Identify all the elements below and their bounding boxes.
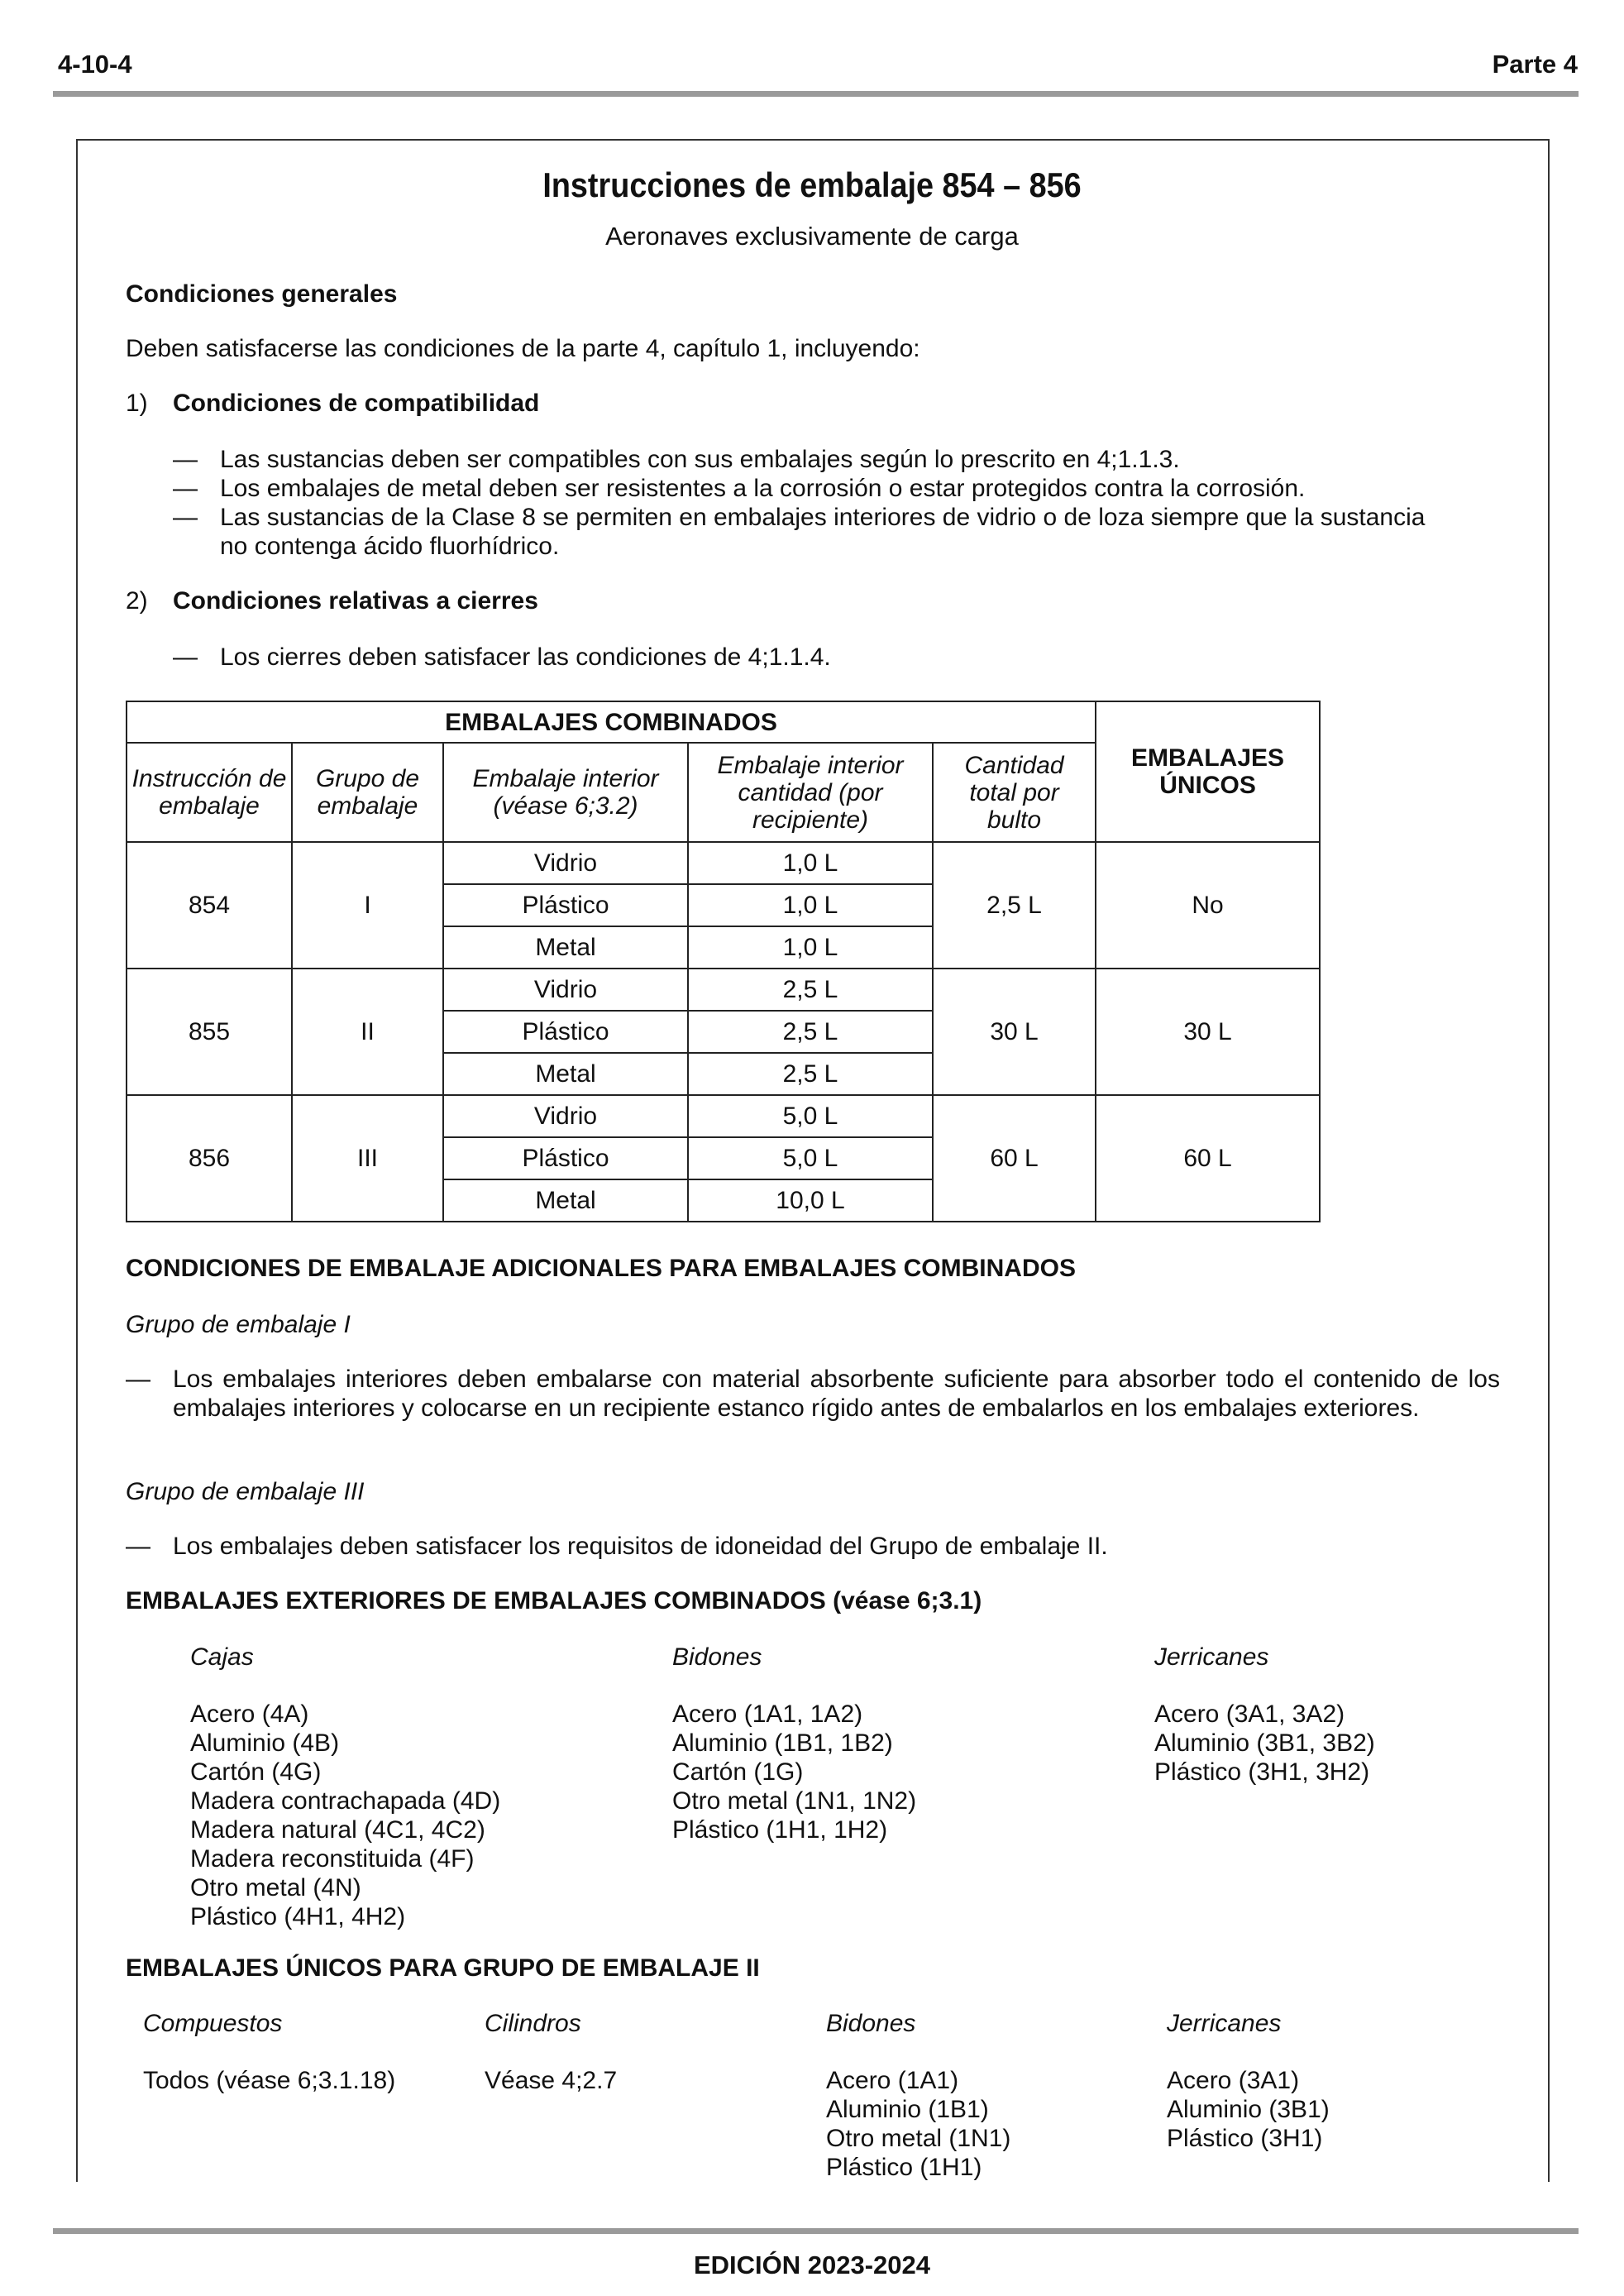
outer-col-boxes: [190, 1643, 500, 1931]
list-item: Otro metal (4N): [190, 1874, 361, 1901]
inner-qty-header: Embalaje interior cantidad (por recipiente): [688, 743, 933, 842]
list-item: Plástico (1H1, 1H2): [672, 1816, 888, 1844]
outer-col-drums: [672, 1643, 916, 1844]
group-header: Grupo de embalaje: [292, 743, 443, 842]
list-item: Plástico (3H1): [1167, 2125, 1323, 2152]
inner-qty-cell: 2,5 L: [688, 1053, 933, 1095]
general-heading: Condiciones generales: [126, 280, 398, 308]
general-intro: Deben satisfacerse las condiciones de la parte 4, capítulo 1, incluyendo:: [126, 335, 920, 362]
inner-qty-cell: 5,0 L: [688, 1137, 933, 1179]
list-item: Otro metal (1N1): [826, 2125, 1011, 2152]
inner-qty-cell: 1,0 L: [688, 926, 933, 969]
list-item: Véase 4;2.7: [485, 2067, 618, 2094]
group-cell: II: [292, 969, 443, 1095]
instr-cell: 855: [127, 969, 292, 1095]
inner-material-cell: Vidrio: [443, 842, 688, 884]
footer-rule: [53, 2228, 1579, 2234]
inner-material-cell: Plástico: [443, 1011, 688, 1053]
outer-col-title: Jerricanes: [1154, 1643, 1269, 1671]
list-item: Aluminio (3B1, 3B2): [1154, 1729, 1375, 1757]
section-2-number: 2): [126, 587, 148, 615]
list-item: Otro metal (1N1, 1N2): [672, 1787, 917, 1815]
dash-4: —: [173, 643, 198, 671]
inner-material-cell: Metal: [443, 926, 688, 969]
single-col-jerricans: [1167, 2009, 1330, 2153]
additional-heading: CONDICIONES DE EMBALAJE ADICIONALES PARA EMBALAJES COMBINADOS: [126, 1255, 1076, 1282]
inner-qty-cell: 5,0 L: [688, 1095, 933, 1137]
single-col-title: Jerricanes: [1167, 2010, 1282, 2037]
total-cell: 2,5 L: [933, 842, 1096, 969]
list-item: Aluminio (1B1): [826, 2096, 989, 2123]
inner-material-cell: Metal: [443, 1179, 688, 1222]
list-item: Acero (3A1, 3A2): [1154, 1700, 1345, 1728]
group-cell: I: [292, 842, 443, 969]
header-rule: [53, 91, 1579, 97]
list-item: Acero (4A): [190, 1700, 309, 1728]
page-subtitle: Aeronaves exclusivamente de carga: [605, 222, 1019, 251]
single-heading: EMBALAJES ÚNICOS PARA GRUPO DE EMBALAJE II: [126, 1954, 760, 1982]
list-item: Plástico (3H1, 3H2): [1154, 1758, 1370, 1786]
inner-qty-cell: 2,5 L: [688, 969, 933, 1011]
group-cell: III: [292, 1095, 443, 1222]
single-col-title: Cilindros: [485, 2010, 581, 2037]
single-col-title: Bidones: [826, 2010, 916, 2037]
list-item: Todos (véase 6;3.1.18): [143, 2067, 396, 2094]
outer-heading: EMBALAJES EXTERIORES DE EMBALAJES COMBINADOS (véase 6;3.1): [126, 1587, 982, 1614]
compat-item-2: Los embalajes de metal deben ser resistentes a la corrosión o estar protegidos contra la corrosión.: [220, 475, 1306, 502]
total-cell: 30 L: [933, 969, 1096, 1095]
compat-item-3: Las sustancias de la Clase 8 se permiten en embalajes interiores de vidrio o de loza siempre que la sustancia: [220, 504, 1426, 531]
dash-2: —: [173, 475, 198, 502]
inner-qty-cell: 1,0 L: [688, 842, 933, 884]
combined-header: EMBALAJES COMBINADOS: [127, 701, 1096, 743]
packing-table: [126, 701, 1321, 1222]
list-item: Acero (3A1): [1167, 2067, 1300, 2094]
inner-qty-cell: 2,5 L: [688, 1011, 933, 1053]
inner-material-cell: Vidrio: [443, 969, 688, 1011]
group-3-text: Los embalajes deben satisfacer los requisitos de idoneidad del Grupo de embalaje II.: [173, 1533, 1108, 1560]
part-label: Parte 4: [1492, 50, 1578, 79]
list-item: Acero (1A1): [826, 2067, 959, 2094]
dash-6: —: [126, 1533, 150, 1560]
group-1-label: Grupo de embalaje I: [126, 1311, 351, 1338]
instr-header: Instrucción de embalaje: [127, 743, 292, 842]
inner-material-cell: Plástico: [443, 884, 688, 926]
dash-1: —: [173, 446, 198, 473]
section-2-heading: Condiciones relativas a cierres: [173, 587, 538, 615]
page-number: 4-10-4: [58, 50, 132, 79]
single-col-cylinders: [485, 2009, 617, 2095]
instr-cell: 854: [127, 842, 292, 969]
section-1-number: 1): [126, 390, 148, 417]
instr-cell: 856: [127, 1095, 292, 1222]
group-1-text: Los embalajes interiores deben embalarse con material absorbente suficiente para absorber todo el contenido de los embalajes interiores y colocarse en un recipiente estanco rígido antes de embalarlos en los embalajes exteriores.: [173, 1366, 1500, 1422]
total-cell: 60 L: [933, 1095, 1096, 1222]
outer-col-jerricans: [1154, 1643, 1375, 1787]
outer-col-title: Cajas: [190, 1643, 254, 1671]
inner-material-cell: Vidrio: [443, 1095, 688, 1137]
group-3-label: Grupo de embalaje III: [126, 1478, 365, 1505]
total-header: Cantidad total por bulto: [933, 743, 1096, 842]
list-item: Madera contrachapada (4D): [190, 1787, 501, 1815]
single-col-drums: [826, 2009, 1010, 2182]
dash-5: —: [126, 1366, 150, 1393]
list-item: Madera natural (4C1, 4C2): [190, 1816, 485, 1844]
list-item: Cartón (1G): [672, 1758, 804, 1786]
outer-col-title: Bidones: [672, 1643, 762, 1671]
single-cell: 60 L: [1096, 1095, 1320, 1222]
list-item: Plástico (1H1): [826, 2154, 982, 2181]
list-item: Cartón (4G): [190, 1758, 322, 1786]
list-item: Aluminio (4B): [190, 1729, 340, 1757]
single-cell: No: [1096, 842, 1320, 969]
closure-item-1: Los cierres deben satisfacer las condiciones de 4;1.1.4.: [220, 643, 831, 671]
dash-3: —: [173, 504, 198, 531]
compat-item-3-cont: no contenga ácido fluorhídrico.: [220, 533, 560, 560]
table-row: [127, 969, 1320, 1011]
list-item: Aluminio (3B1): [1167, 2096, 1330, 2123]
single-col-composites: [143, 2009, 395, 2095]
inner-material-cell: Metal: [443, 1053, 688, 1095]
single-col-title: Compuestos: [143, 2010, 283, 2037]
list-item: Madera reconstituida (4F): [190, 1845, 475, 1873]
compat-item-1: Las sustancias deben ser compatibles con sus embalajes según lo prescrito en 4;1.1.3.: [220, 446, 1180, 473]
single-header: EMBALAJES ÚNICOS: [1096, 701, 1320, 842]
list-item: Aluminio (1B1, 1B2): [672, 1729, 893, 1757]
list-item: Plástico (4H1, 4H2): [190, 1903, 406, 1930]
inner-qty-cell: 1,0 L: [688, 884, 933, 926]
table-row: [127, 842, 1320, 884]
inner-header: Embalaje interior (véase 6;3.2): [443, 743, 688, 842]
single-cell: 30 L: [1096, 969, 1320, 1095]
page-title: Instrucciones de embalaje 854 – 856: [542, 165, 1082, 204]
section-1-heading: Condiciones de compatibilidad: [173, 390, 540, 417]
list-item: Acero (1A1, 1A2): [672, 1700, 863, 1728]
inner-qty-cell: 10,0 L: [688, 1179, 933, 1222]
table-row: [127, 1095, 1320, 1137]
edition-footer: EDICIÓN 2023-2024: [693, 2251, 931, 2279]
inner-material-cell: Plástico: [443, 1137, 688, 1179]
